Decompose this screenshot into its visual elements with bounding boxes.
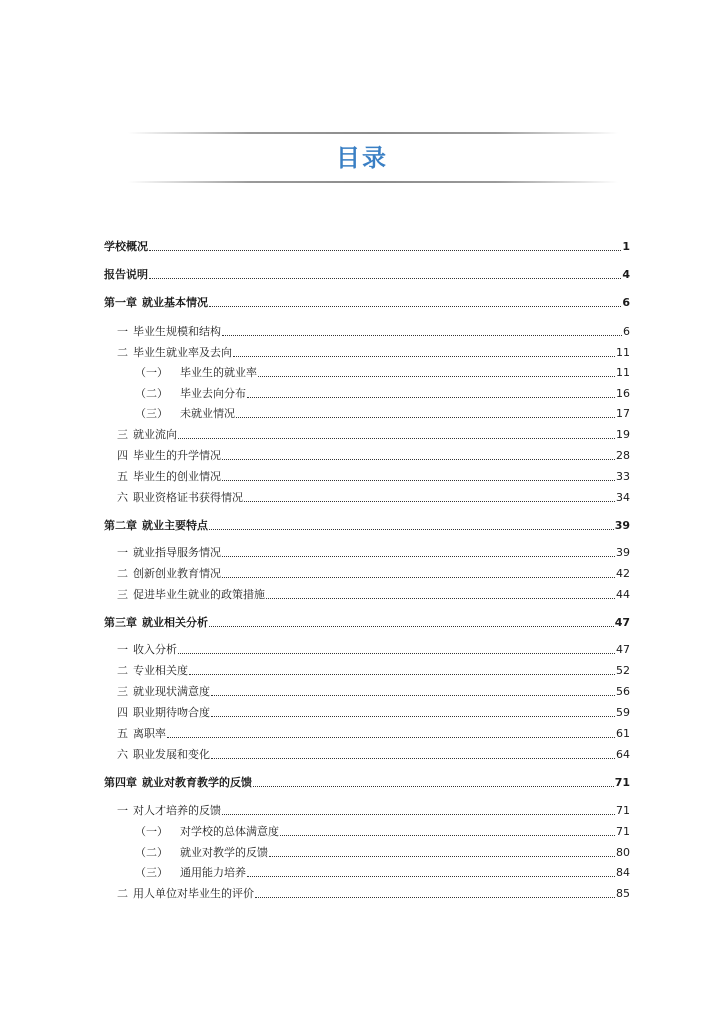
toc-section-entry[interactable] <box>117 641 630 659</box>
dot-leader <box>253 774 614 787</box>
toc-section-entry[interactable] <box>117 323 630 341</box>
toc-subsection-entry[interactable] <box>135 385 630 403</box>
toc-page-number: 71 <box>616 804 630 817</box>
toc-entry-label: 就业基本情况 <box>142 296 208 309</box>
toc-entry-label: 就业相关分析 <box>142 616 208 629</box>
toc-subsection-entry[interactable] <box>135 364 630 382</box>
toc-entry-label: 毕业生的就业率 <box>180 366 257 379</box>
dot-leader <box>247 864 615 877</box>
title-rule-top <box>128 132 618 134</box>
toc-entry-number: 六 <box>117 748 128 761</box>
dot-leader <box>167 725 615 738</box>
toc-subsection-entry[interactable] <box>135 823 630 841</box>
toc-entry-label: 报告说明 <box>104 268 148 281</box>
dot-leader <box>222 544 615 557</box>
dot-leader <box>222 323 622 336</box>
toc-entry-label: 毕业生的创业情况 <box>133 470 221 483</box>
toc-page-number: 56 <box>616 685 630 698</box>
toc-entry-label: 促进毕业生就业的政策措施 <box>133 588 265 601</box>
dot-leader <box>255 885 615 898</box>
dot-leader <box>236 405 615 418</box>
toc-entry-number: 一 <box>117 643 128 656</box>
dot-leader <box>247 385 615 398</box>
toc-entry-number: 二 <box>117 567 128 580</box>
toc-entry-number: 第一章 <box>104 296 137 309</box>
toc-page-number: 71 <box>616 825 630 838</box>
toc-entry-label: 毕业去向分布 <box>180 387 246 400</box>
toc-entry-number: （一） <box>135 366 168 379</box>
toc-entry-number: 第四章 <box>104 776 137 789</box>
dot-leader <box>222 565 615 578</box>
toc-subsection-entry[interactable] <box>135 844 630 862</box>
toc-entry-number: 四 <box>117 706 128 719</box>
toc-page-number: 47 <box>616 643 630 656</box>
toc-entry-number: 一 <box>117 546 128 559</box>
toc-entry-label: 就业对教育教学的反馈 <box>142 776 252 789</box>
dot-leader <box>222 802 615 815</box>
toc-page-number: 42 <box>616 567 630 580</box>
toc-entry-number: （三） <box>135 866 168 879</box>
toc-page-number: 59 <box>616 706 630 719</box>
toc-page-number: 1 <box>622 240 630 253</box>
toc-entry-label: 就业流向 <box>133 428 177 441</box>
toc-entry-label: 毕业生就业率及去向 <box>133 346 232 359</box>
toc-entry-label: 职业发展和变化 <box>133 748 210 761</box>
dot-leader <box>189 662 615 675</box>
toc-section-entry[interactable] <box>117 746 630 764</box>
toc-page-number: 34 <box>616 491 630 504</box>
toc-page-number: 28 <box>616 449 630 462</box>
toc-section-entry[interactable] <box>117 426 630 444</box>
toc-page-number: 39 <box>614 519 630 532</box>
toc-section-entry[interactable] <box>117 544 630 562</box>
toc-entry-label: 通用能力培养 <box>180 866 246 879</box>
toc-section-entry[interactable] <box>117 662 630 680</box>
dot-leader <box>209 517 614 530</box>
toc-section-entry[interactable] <box>117 468 630 486</box>
toc-entry-label: 用人单位对毕业生的评价 <box>133 887 254 900</box>
toc-page-number: 61 <box>616 727 630 740</box>
toc-entry-label: 创新创业教育情况 <box>133 567 221 580</box>
toc-chapter-entry[interactable] <box>104 774 630 792</box>
toc-page-number: 84 <box>616 866 630 879</box>
toc-section-entry[interactable] <box>117 565 630 583</box>
toc-section-entry[interactable] <box>117 489 630 507</box>
toc-section-entry[interactable] <box>117 344 630 362</box>
toc-section-entry[interactable] <box>117 704 630 722</box>
toc-chapter-entry[interactable] <box>104 614 630 632</box>
toc-entry-label: 就业对教学的反馈 <box>180 846 268 859</box>
dot-leader <box>211 746 615 759</box>
toc-entry-label: 收入分析 <box>133 643 177 656</box>
dot-leader <box>233 344 615 357</box>
toc-entry-number: 三 <box>117 588 128 601</box>
dot-leader <box>211 704 615 717</box>
toc-entry-label: 就业现状满意度 <box>133 685 210 698</box>
toc-subsection-entry[interactable] <box>135 405 630 423</box>
toc-entry-number: （一） <box>135 825 168 838</box>
toc-entry-number: 六 <box>117 491 128 504</box>
toc-subsection-entry[interactable] <box>135 864 630 882</box>
dot-leader <box>209 294 621 307</box>
toc-entry-number: 四 <box>117 449 128 462</box>
toc-page-number: 33 <box>616 470 630 483</box>
toc-entry-label: 对学校的总体满意度 <box>180 825 279 838</box>
toc-chapter-entry[interactable] <box>104 266 630 284</box>
toc-section-entry[interactable] <box>117 802 630 820</box>
toc-entry-label: 就业指导服务情况 <box>133 546 221 559</box>
toc-page-number: 39 <box>616 546 630 559</box>
dot-leader <box>178 426 615 439</box>
toc-entry-number: 二 <box>117 664 128 677</box>
toc-entry-number: 第三章 <box>104 616 137 629</box>
toc-entry-label: 职业资格证书获得情况 <box>133 491 243 504</box>
dot-leader <box>244 489 615 502</box>
toc-entry-number: （二） <box>135 846 168 859</box>
toc-page-number: 11 <box>616 366 630 379</box>
toc-page-number: 85 <box>616 887 630 900</box>
toc-entry-number: 一 <box>117 804 128 817</box>
toc-entry-number: 二 <box>117 346 128 359</box>
toc-entry-number: 五 <box>117 470 128 483</box>
dot-leader <box>280 823 615 836</box>
toc-page-number: 6 <box>623 325 630 338</box>
toc-section-entry[interactable] <box>117 447 630 465</box>
toc-entry-label: 专业相关度 <box>133 664 188 677</box>
toc-page-number: 64 <box>616 748 630 761</box>
toc-section-entry[interactable] <box>117 683 630 701</box>
toc-page-number: 17 <box>616 407 630 420</box>
toc-entry-number: （三） <box>135 407 168 420</box>
toc-page-number: 71 <box>614 776 630 789</box>
toc-page-number: 4 <box>622 268 630 281</box>
page-title: 目录 <box>336 144 388 172</box>
dot-leader <box>222 447 615 460</box>
toc-chapter-entry[interactable] <box>104 238 630 256</box>
toc-entry-label: 未就业情况 <box>180 407 235 420</box>
toc-page-number: 52 <box>616 664 630 677</box>
toc-entry-label: 对人才培养的反馈 <box>133 804 221 817</box>
toc-section-entry[interactable] <box>117 725 630 743</box>
dot-leader <box>269 844 615 857</box>
toc-page-number: 47 <box>614 616 630 629</box>
toc-entry-number: （二） <box>135 387 168 400</box>
toc-entry-number: 二 <box>117 887 128 900</box>
toc-entry-label: 就业主要特点 <box>142 519 208 532</box>
title-rule-bottom <box>128 181 618 183</box>
dot-leader <box>211 683 615 696</box>
toc-entry-number: 一 <box>117 325 128 338</box>
toc-entry-label: 毕业生的升学情况 <box>133 449 221 462</box>
toc-section-entry[interactable] <box>117 586 630 604</box>
toc-page-number: 19 <box>616 428 630 441</box>
toc-entry-number: 五 <box>117 727 128 740</box>
dot-leader <box>209 614 614 627</box>
toc-entry-label: 职业期待吻合度 <box>133 706 210 719</box>
dot-leader <box>178 641 615 654</box>
toc-chapter-entry[interactable] <box>104 294 630 312</box>
toc-section-entry[interactable] <box>117 885 630 903</box>
toc-page-number: 11 <box>616 346 630 359</box>
toc-entry-number: 第二章 <box>104 519 137 532</box>
dot-leader <box>266 586 615 599</box>
toc-page-number: 80 <box>616 846 630 859</box>
dot-leader <box>222 468 615 481</box>
toc-entry-label: 毕业生规模和结构 <box>133 325 221 338</box>
toc-page-number: 44 <box>616 588 630 601</box>
toc-entry-label: 离职率 <box>133 727 166 740</box>
toc-page-number: 6 <box>622 296 630 309</box>
toc-entry-label: 学校概况 <box>104 240 148 253</box>
toc-chapter-entry[interactable] <box>104 517 630 535</box>
dot-leader <box>149 238 621 251</box>
toc-entry-number: 三 <box>117 685 128 698</box>
dot-leader <box>258 364 615 377</box>
toc-page-number: 16 <box>616 387 630 400</box>
toc-entry-number: 三 <box>117 428 128 441</box>
dot-leader <box>149 266 621 279</box>
